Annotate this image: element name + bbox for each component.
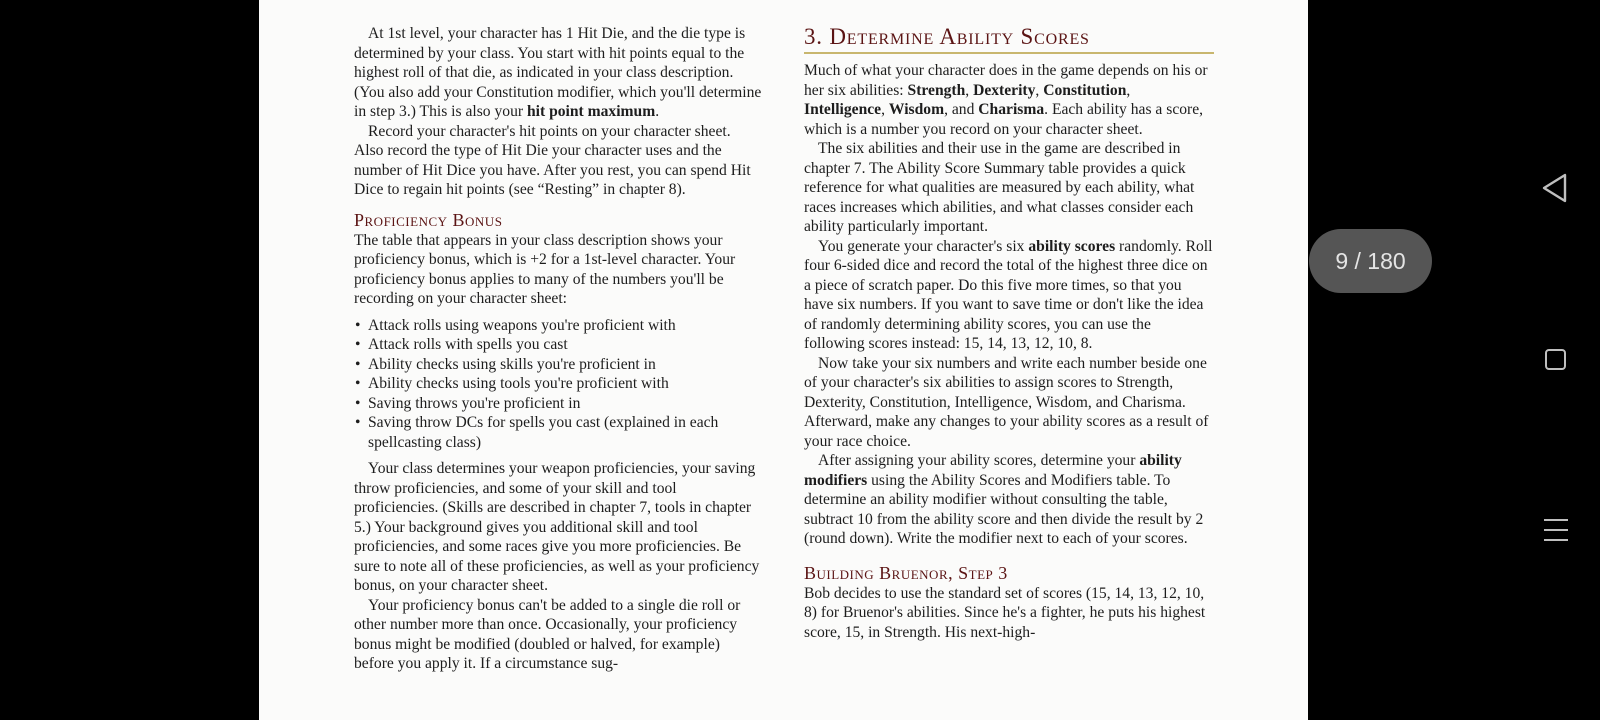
- home-square-icon[interactable]: [1545, 349, 1566, 370]
- heading-building-bruenor: Building Bruenor, Step 3: [804, 562, 1008, 583]
- text: . Each ability has a score, which is a number you record on your character sheet.: [804, 101, 1204, 138]
- paragraph-ability-summary: The six abilities and their use in the game are described in chapter 7. The Ability Score Summary table provides a quick reference for what qualities are measured by each ability, what races increases which abilities, and what classes consider each ability particularly important.: [804, 140, 1195, 235]
- bold-term: Wisdom: [888, 101, 945, 118]
- text: ,: [881, 101, 889, 118]
- page-indicator-badge: 9 / 180: [1309, 229, 1432, 293]
- bold-term: Charisma: [978, 101, 1045, 118]
- list-item-text: Attack rolls using weapons you're proficient with: [368, 316, 676, 334]
- bullet-icon: •: [355, 316, 361, 334]
- text: ,: [965, 81, 974, 99]
- text: .: [655, 103, 660, 120]
- paragraph-proficiency-once: Your proficiency bonus can't be added to a single die roll or other number more than once. Occasionally, your proficiency bonus might be modified (doubled or halved, for example) before you apply it. If a circumstance sug-: [354, 596, 741, 672]
- list-item-text: Ability checks using skills you're proficient in: [368, 355, 656, 373]
- paragraph-ability-modifiers: [804, 451, 1214, 549]
- paragraph-bruenor-scores: Bob decides to use the standard set of scores (15, 14, 13, 12, 10, 8) for Bruenor's abilities. Since he's a fighter, he puts his highest score, 15, in Strength. His next-high-: [804, 584, 1206, 641]
- list-item: [354, 374, 762, 394]
- bold-term: hit point maximum: [526, 103, 656, 120]
- bullet-icon: •: [355, 375, 361, 392]
- bold-term: ability scores: [1028, 237, 1116, 255]
- bold-term: ability modifiers: [804, 452, 1182, 489]
- document-page: [259, 0, 1308, 720]
- bold-term: Strength: [907, 81, 966, 99]
- text: using the Ability Scores and Modifiers table. To determine an ability modifier without consulting the table, subtract 10 from the ability score and then divide the result by 2 (round down). Write the modifier next to each of your scores.: [804, 471, 1204, 547]
- bullet-icon: •: [355, 414, 361, 431]
- paragraph-record-hp: Record your character's hit points on your character sheet. Also record the type of Hit Die your character uses and the number of Hit Dice you have. After you rest, you can spend Hit Dice to regain hit points (see “Resting” in chapter 8).: [354, 122, 751, 198]
- text: After assigning your ability scores, determine your: [818, 452, 1140, 469]
- text: ,: [1035, 81, 1044, 99]
- text: Much of what your character does in the game depends on his or her six abilities:: [804, 62, 1208, 99]
- list-item: [354, 335, 762, 355]
- proficiency-bullet-list: [354, 316, 762, 453]
- text: You generate your character's six: [818, 237, 1029, 255]
- text: randomly. Roll four 6-sided dice and record the total of the highest three dice on a piece of scratch paper. Do this five more times, so that you have six numbers. If you want to save time or don't like the idea of randomly determining ability scores, you can use the following scores instead: 15, 14, 13, 12, 10, 8.: [804, 237, 1213, 352]
- paragraph-six-abilities: [804, 61, 1214, 139]
- section-title-ability-scores: 3. Determine Ability Scores: [804, 24, 1214, 54]
- list-item-text: Saving throws you're proficient in: [368, 394, 581, 412]
- menu-lines-icon[interactable]: [1544, 519, 1568, 545]
- heading-proficiency-bonus: Proficiency Bonus: [354, 209, 503, 230]
- paragraph-assign-scores: Now take your six numbers and write each number beside one of your character's six abilities to assign scores to Strength, Dexterity, Constitution, Intelligence, Wisdom, and Charisma. Afterward, make any changes to your ability scores as a result of your race choice.: [804, 354, 1209, 450]
- list-item: [354, 316, 762, 336]
- back-triangle-icon[interactable]: [1540, 172, 1570, 204]
- paragraph-proficiency-table: The table that appears in your class description shows your proficiency bonus, which is +2 for a 1st-level character. Your proficiency bonus applies to many of the numbers you'll be recording on your character sheet:: [354, 231, 736, 307]
- text: , and: [944, 101, 979, 118]
- paragraph-class-proficiencies: Your class determines your weapon proficiencies, your saving throw proficiencies, and some of your skill and tool proficiencies. (Skills are described in chapter 7, tools in chapter 5.) Your background gives you additional skill and tool proficiencies, and some races give you more proficiencies. Be sure to note all of these proficiencies, as well as your proficiency bonus, on your character sheet.: [354, 460, 760, 594]
- text: ,: [1126, 81, 1131, 99]
- bullet-icon: •: [355, 336, 361, 353]
- list-item: [354, 413, 762, 452]
- bold-term: Constitution: [1043, 81, 1127, 99]
- list-item-text: Saving throw DCs for spells you cast (explained in each spellcasting class): [368, 414, 719, 451]
- bold-term: Dexterity: [973, 81, 1036, 99]
- bold-term: Intelligence: [804, 101, 882, 118]
- text: At 1st level, your character has 1 Hit Die, and the die type is determined by your class. You start with hit points equal to the highest roll of that die, as indicated in your class description. (You also add your Constitution modifier, which you'll determine in step 3.) This is also your: [354, 25, 762, 120]
- paragraph-hit-die: [354, 24, 762, 122]
- list-item-text: Attack rolls with spells you cast: [368, 336, 568, 353]
- list-item: [354, 355, 762, 375]
- list-item: [354, 394, 762, 414]
- left-column: [354, 24, 762, 674]
- bullet-icon: •: [355, 355, 361, 373]
- paragraph-generate-scores: [804, 237, 1214, 354]
- bullet-icon: •: [355, 394, 361, 412]
- list-item-text: Ability checks using tools you're proficient with: [368, 375, 669, 392]
- right-column: [804, 24, 1214, 642]
